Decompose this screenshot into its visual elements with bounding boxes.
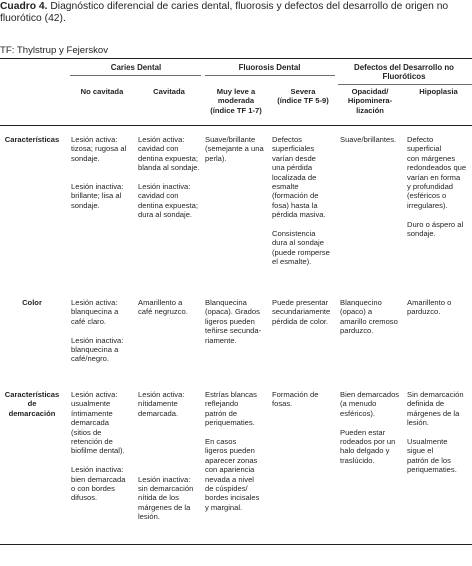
cell-demarcacion-opacidad: Bien demarcados (a menudo esféricos). Pueden estar rodeados por un halo delgado y traslúcido.: [340, 390, 400, 465]
group-header-fluorosis: Fluorosis Dental: [238, 63, 301, 72]
cell-caracteristicas-hipoplasia: Defecto superficial con márgenes redondeados que varían en forma y profundidad (esféricos o irregulares). Duro o áspero al sondaje.: [407, 135, 467, 239]
caption-text: Diagnóstico diferencial de caries dental, fluorosis y defectos del desarrollo de origen no fluorótico (42).: [0, 1, 449, 25]
cell-demarcacion-severa: Formación de fosas.: [272, 390, 319, 409]
cell-caracteristicas-opacidad: Suave/brillantes.: [340, 135, 397, 144]
group-header-caries: Caries Dental: [110, 63, 162, 72]
group-header-defectos: Defectos del Desarrollo no Fluoróticos: [354, 63, 454, 82]
cell-color-muy-leve: Blanquecina (opaca). Grados ligeros pueden teñirse secunda- riamente.: [205, 298, 262, 345]
caption-label: Cuadro 4.: [0, 1, 48, 12]
sub-header-cavitada: Cavitada: [153, 87, 185, 96]
cell-caracteristicas-cavitada: Lesión activa: cavidad con dentina expuesta; blanda al sondaje. Lesión inactiva: cavidad con dentina expuesta; dura al sondaje.: [138, 135, 200, 220]
cell-demarcacion-muy-leve: Estrías blancas reflejando patrón de periquematies. En casos ligeros pueden aparecer zonas con apariencia nevada a nivel de cúspides/ bordes incisales y marginal.: [205, 390, 260, 512]
header-bottom-rule: [0, 125, 472, 126]
cell-caracteristicas-muy-leve: Suave/brillante (semejante a una perla).: [205, 135, 264, 163]
cell-demarcacion-no-cavitada: Lesión activa: usualmente íntimamente demarcada (sitios de retención de biofilme dental). Lesión inactiva: bien demarcada o con bordes difusos.: [71, 390, 126, 503]
row-header-color: Color: [22, 298, 42, 307]
table-caption: [0, 1, 468, 26]
sub-header-hipoplasia: Hipoplasia: [419, 87, 458, 96]
cell-color-hipoplasia: Amarillento o parduzco.: [407, 298, 452, 317]
row-header-demarcacion: Características de demarcación: [4, 390, 60, 418]
cell-color-cavitada: Amarillento a café negruzco.: [138, 298, 188, 317]
table-bottom-rule: [0, 544, 472, 545]
row-header-caracteristicas: Características: [4, 135, 60, 144]
sub-header-opacidad: Opacidad/ Hipominera- lización: [347, 87, 393, 115]
group-rule-fluorosis: [205, 75, 335, 76]
cell-demarcacion-hipoplasia: Sin demarcación definida de márgenes de la lesión. Usualmente sigue el patrón de los periquematies.: [407, 390, 464, 475]
table-source-note: TF: Thylstrup y Fejerskov: [0, 45, 109, 56]
cell-color-no-cavitada: Lesión activa: blanquecina a café claro. Lesión inactiva: blanquecina a café/negro.: [71, 298, 124, 364]
sub-header-muy-leve: Muy leve a moderada (índice TF 1-7): [210, 87, 262, 115]
group-rule-caries: [70, 75, 201, 76]
cell-demarcacion-cavitada: Lesión activa: nítidamente demarcada. Lesión inactiva: sin demarcación nítida de los márgenes de la lesión.: [138, 390, 194, 522]
cell-color-opacidad: Blanquecino (opaco) a amarillo cremoso parduzco.: [340, 298, 398, 336]
sub-header-no-cavitada: No cavitada: [80, 87, 124, 96]
sub-header-severa: Severa (índice TF 5-9): [277, 87, 329, 106]
cell-caracteristicas-no-cavitada: Lesión activa: tizosa; rugosa al sondaje. Lesión inactiva: brillante; lisa al sondaje.: [71, 135, 127, 210]
group-rule-defectos: [338, 84, 472, 85]
table-top-rule: [0, 58, 472, 59]
cell-caracteristicas-severa: Defectos superficiales varían desde una pérdida localizada de esmalte (formación de fosa) hasta la pérdida masiva. Consistencia dura al sondaje (puede romperse el esmalte).: [272, 135, 330, 267]
cell-color-severa: Puede presentar secundariamente pérdida de color.: [272, 298, 331, 326]
